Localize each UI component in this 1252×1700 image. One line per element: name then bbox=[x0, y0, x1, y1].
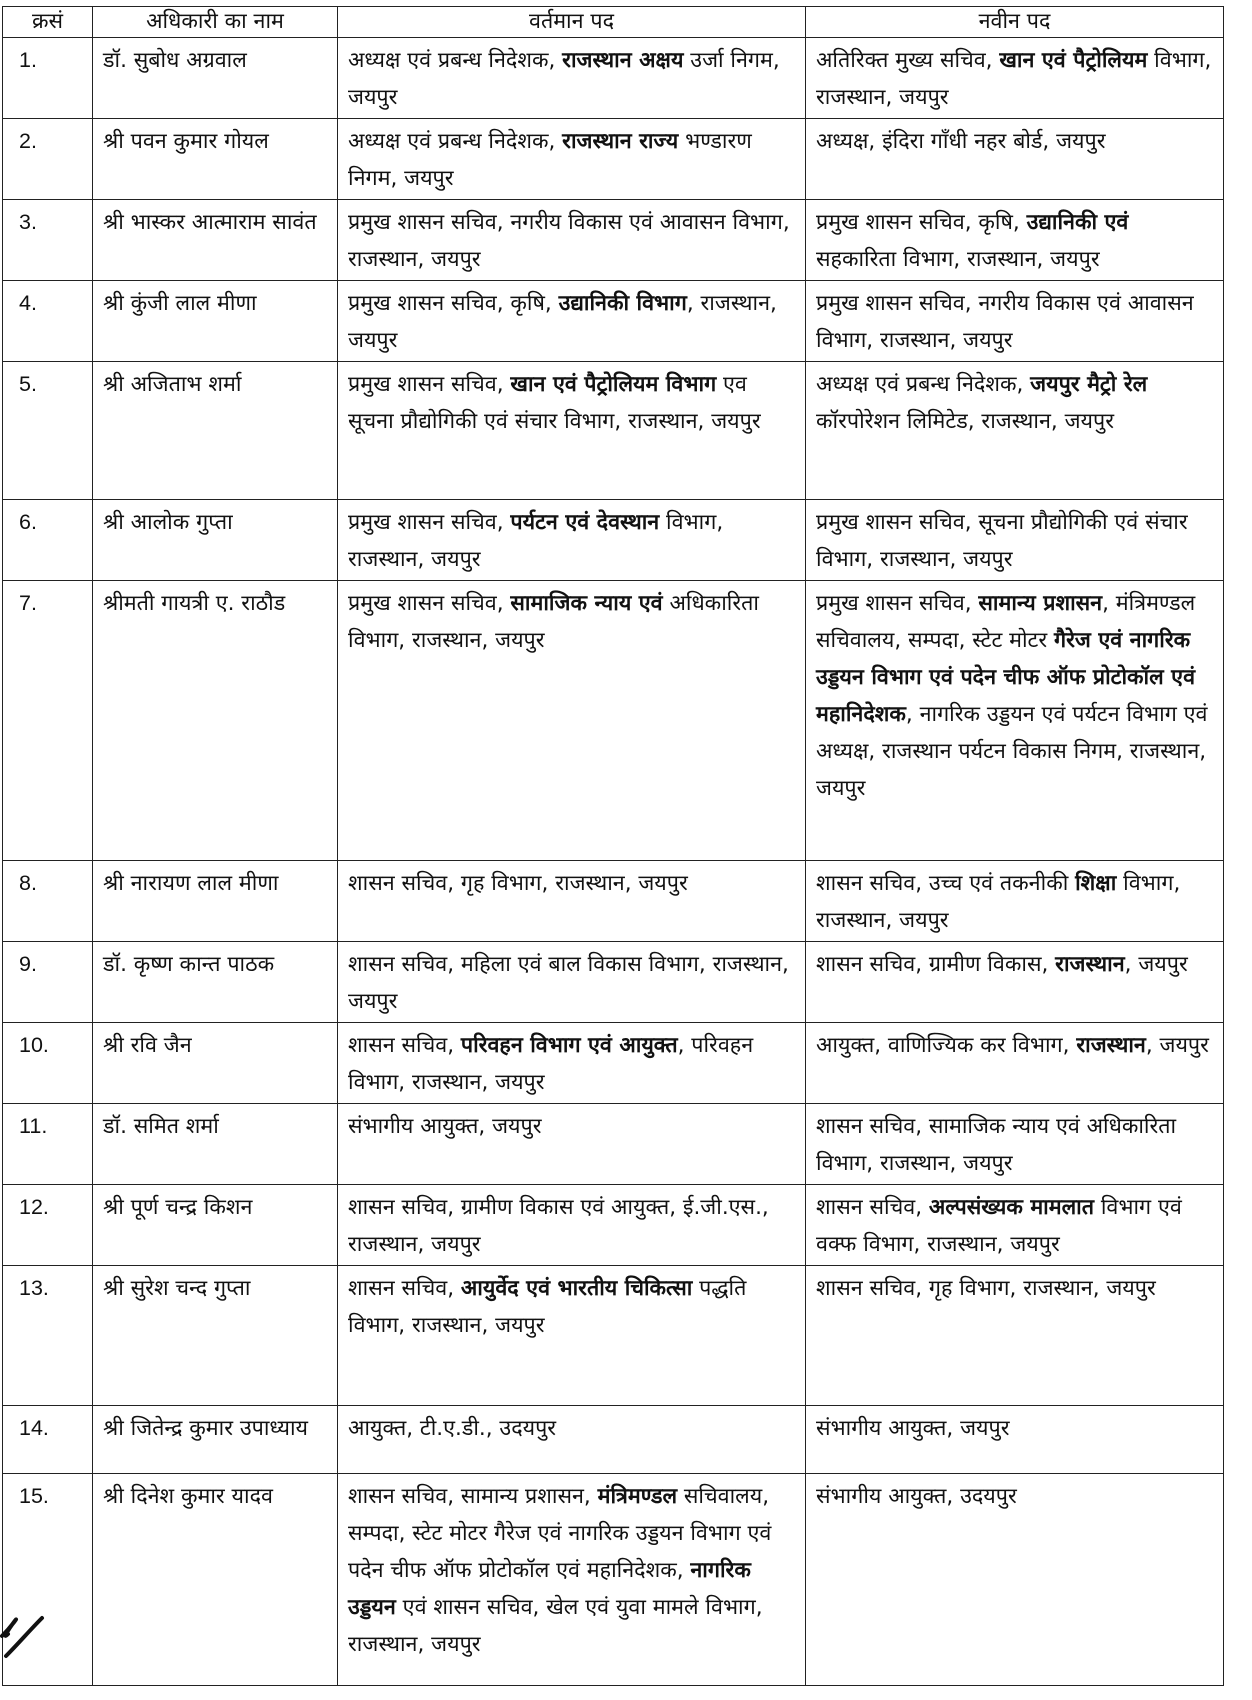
officer-name: डॉ. कृष्ण कान्त पाठक bbox=[93, 942, 338, 1023]
serial-number: 8. bbox=[3, 861, 93, 942]
text-segment: अध्यक्ष एवं प्रबन्ध निदेशक, bbox=[816, 372, 1031, 397]
text-segment: विभाग, राजस्थान, जयपुर bbox=[816, 871, 1181, 933]
officer-name: श्री आलोक गुप्ता bbox=[93, 500, 338, 581]
text-segment: अध्यक्ष एवं प्रबन्ध निदेशक, bbox=[348, 48, 563, 73]
table-row bbox=[3, 38, 1224, 119]
text-segment: सचिवालय, सम्पदा, स्टेट मोटर गैरेज एवं नागरिक उड्डयन विभाग एवं पदेन चीफ ऑफ प्रोटोकॉल एवं महानिदेशक, bbox=[348, 1484, 772, 1583]
text-segment: शासन सचिव, bbox=[816, 1195, 929, 1220]
bold-text-segment: उद्यानिकी विभाग bbox=[558, 291, 687, 316]
serial-number: 10. bbox=[3, 1023, 93, 1104]
transfer-table bbox=[2, 6, 1224, 1686]
text-segment: विभाग, राजस्थान, जयपुर bbox=[816, 48, 1212, 110]
table-row bbox=[3, 1104, 1224, 1185]
table-row bbox=[3, 119, 1224, 200]
current-post bbox=[338, 1406, 806, 1474]
text-segment: प्रमुख शासन सचिव, नगरीय विकास एवं आवासन विभाग, राजस्थान, जयपुर bbox=[816, 291, 1194, 353]
new-post bbox=[806, 1185, 1224, 1266]
officer-name: श्री पूर्ण चन्द्र किशन bbox=[93, 1185, 338, 1266]
current-post bbox=[338, 1474, 806, 1686]
text-segment: शासन सचिव, गृह विभाग, राजस्थान, जयपुर bbox=[816, 1276, 1156, 1301]
text-segment: शासन सचिव, गृह विभाग, राजस्थान, जयपुर bbox=[348, 871, 688, 896]
new-post bbox=[806, 1406, 1224, 1474]
serial-number: 3. bbox=[3, 200, 93, 281]
new-post bbox=[806, 581, 1224, 861]
serial-number: 13. bbox=[3, 1266, 93, 1406]
text-segment: विभाग एवं वक्फ विभाग, राजस्थान, जयपुर bbox=[816, 1195, 1182, 1257]
new-post bbox=[806, 942, 1224, 1023]
table-row bbox=[3, 362, 1224, 500]
new-post bbox=[806, 200, 1224, 281]
current-post bbox=[338, 1266, 806, 1406]
table-row bbox=[3, 1266, 1224, 1406]
bold-text-segment: सामान्य प्रशासन bbox=[978, 591, 1103, 616]
current-post bbox=[338, 200, 806, 281]
new-post bbox=[806, 500, 1224, 581]
bold-text-segment: खान एवं पैट्रोलियम विभाग bbox=[510, 372, 717, 397]
serial-number: 11. bbox=[3, 1104, 93, 1185]
text-segment: विभाग, राजस्थान, जयपुर bbox=[348, 510, 724, 572]
text-segment: पद्धति विभाग, राजस्थान, जयपुर bbox=[348, 1276, 747, 1338]
header-serial: क्रसं bbox=[3, 7, 93, 38]
serial-number: 6. bbox=[3, 500, 93, 581]
bold-text-segment: शिक्षा bbox=[1075, 871, 1117, 896]
bold-text-segment: नागरिक उड्डयन bbox=[348, 1558, 751, 1620]
current-post bbox=[338, 281, 806, 362]
text-segment: , जयपुर bbox=[1124, 952, 1188, 977]
text-segment: शासन सचिव, ग्रामीण विकास एवं आयुक्त, ई.जी.एस., राजस्थान, जयपुर bbox=[348, 1195, 769, 1257]
new-post bbox=[806, 281, 1224, 362]
text-segment: शासन सचिव, उच्च एवं तकनीकी bbox=[816, 871, 1076, 896]
text-segment: शासन सचिव, bbox=[348, 1276, 461, 1301]
text-segment: शासन सचिव, ग्रामीण विकास, bbox=[816, 952, 1056, 977]
new-post bbox=[806, 861, 1224, 942]
serial-number: 15. bbox=[3, 1474, 93, 1686]
new-post bbox=[806, 119, 1224, 200]
officer-name: डॉ. सुबोध अग्रवाल bbox=[93, 38, 338, 119]
bold-text-segment: उद्यानिकी एवं bbox=[1026, 210, 1129, 235]
text-segment: प्रमुख शासन सचिव, bbox=[816, 591, 979, 616]
text-segment: प्रमुख शासन सचिव, सूचना प्रौद्योगिकी एवं संचार विभाग, राजस्थान, जयपुर bbox=[816, 510, 1188, 572]
table-row bbox=[3, 200, 1224, 281]
bold-text-segment: जयपुर मैट्रो रेल bbox=[1030, 372, 1148, 397]
table-body bbox=[3, 38, 1224, 1686]
text-segment: प्रमुख शासन सचिव, bbox=[348, 591, 511, 616]
officer-name: श्री अजिताभ शर्मा bbox=[93, 362, 338, 500]
officer-name: श्री जितेन्द्र कुमार उपाध्याय bbox=[93, 1406, 338, 1474]
text-segment: एवं शासन सचिव, खेल एवं युवा मामले विभाग, राजस्थान, जयपुर bbox=[348, 1595, 763, 1657]
current-post bbox=[338, 1185, 806, 1266]
new-post bbox=[806, 1023, 1224, 1104]
serial-number: 5. bbox=[3, 362, 93, 500]
text-segment: संभागीय आयुक्त, जयपुर bbox=[816, 1416, 1010, 1441]
bold-text-segment: राजस्थान bbox=[1076, 1033, 1146, 1058]
current-post bbox=[338, 942, 806, 1023]
officer-name: श्री दिनेश कुमार यादव bbox=[93, 1474, 338, 1686]
table-row bbox=[3, 1474, 1224, 1686]
current-post bbox=[338, 1104, 806, 1185]
bold-text-segment: पर्यटन एवं देवस्थान bbox=[510, 510, 660, 535]
current-post bbox=[338, 500, 806, 581]
text-segment: उर्जा निगम, जयपुर bbox=[348, 48, 780, 110]
text-segment: , मंत्रिमण्डल सचिवालय, सम्पदा, स्टेट मोटर bbox=[816, 591, 1196, 653]
text-segment: , जयपुर bbox=[1145, 1033, 1209, 1058]
text-segment: , राजस्थान, जयपुर bbox=[348, 291, 777, 353]
table-row bbox=[3, 1185, 1224, 1266]
new-post bbox=[806, 38, 1224, 119]
bold-text-segment: राजस्थान राज्य bbox=[562, 129, 679, 154]
table-row bbox=[3, 500, 1224, 581]
new-post bbox=[806, 1474, 1224, 1686]
serial-number: 9. bbox=[3, 942, 93, 1023]
text-segment: प्रमुख शासन सचिव, कृषि, bbox=[816, 210, 1027, 235]
text-segment: , नागरिक उड्डयन एवं पर्यटन विभाग एवं अध्यक्ष, राजस्थान पर्यटन विकास निगम, राजस्थान, जयपुर bbox=[816, 702, 1208, 801]
current-post bbox=[338, 1023, 806, 1104]
text-segment: शासन सचिव, bbox=[348, 1033, 461, 1058]
officer-name: श्री कुंजी लाल मीणा bbox=[93, 281, 338, 362]
table-row bbox=[3, 581, 1224, 861]
text-segment: अतिरिक्त मुख्य सचिव, bbox=[816, 48, 1000, 73]
current-post bbox=[338, 38, 806, 119]
text-segment: प्रमुख शासन सचिव, कृषि, bbox=[348, 291, 559, 316]
bold-text-segment: सामाजिक न्याय एवं bbox=[510, 591, 663, 616]
text-segment: कॉरपोरेशन लिमिटेड, राजस्थान, जयपुर bbox=[816, 409, 1114, 434]
table-row bbox=[3, 1406, 1224, 1474]
text-segment: प्रमुख शासन सचिव, bbox=[348, 510, 511, 535]
officer-name: श्री रवि जैन bbox=[93, 1023, 338, 1104]
new-post bbox=[806, 1266, 1224, 1406]
serial-number: 4. bbox=[3, 281, 93, 362]
bold-text-segment: अल्पसंख्यक मामलात bbox=[928, 1195, 1094, 1220]
text-segment: आयुक्त, टी.ए.डी., उदयपुर bbox=[348, 1416, 557, 1441]
table-row bbox=[3, 942, 1224, 1023]
current-post bbox=[338, 861, 806, 942]
text-segment: सहकारिता विभाग, राजस्थान, जयपुर bbox=[816, 247, 1100, 272]
text-segment: प्रमुख शासन सचिव, bbox=[348, 372, 511, 397]
current-post bbox=[338, 362, 806, 500]
text-segment: अधिकारिता विभाग, राजस्थान, जयपुर bbox=[348, 591, 759, 653]
officer-name: श्री भास्कर आत्माराम सावंत bbox=[93, 200, 338, 281]
bold-text-segment: राजस्थान bbox=[1055, 952, 1125, 977]
header-officer-name: अधिकारी का नाम bbox=[93, 7, 338, 38]
table-row bbox=[3, 861, 1224, 942]
bold-text-segment: मंत्रिमण्डल bbox=[597, 1484, 678, 1509]
table-header-row bbox=[3, 7, 1224, 38]
officer-name: डॉ. समित शर्मा bbox=[93, 1104, 338, 1185]
serial-number: 1. bbox=[3, 38, 93, 119]
new-post bbox=[806, 1104, 1224, 1185]
bold-text-segment: राजस्थान अक्षय bbox=[562, 48, 684, 73]
text-segment: अध्यक्ष, इंदिरा गाँधी नहर बोर्ड, जयपुर bbox=[816, 129, 1106, 154]
new-post bbox=[806, 362, 1224, 500]
officer-name: श्रीमती गायत्री ए. राठौड bbox=[93, 581, 338, 861]
text-segment: शासन सचिव, सामान्य प्रशासन, bbox=[348, 1484, 598, 1509]
serial-number: 7. bbox=[3, 581, 93, 861]
officer-name: श्री नारायण लाल मीणा bbox=[93, 861, 338, 942]
text-segment: एव सूचना प्रौद्योगिकी एवं संचार विभाग, राजस्थान, जयपुर bbox=[348, 372, 761, 434]
current-post bbox=[338, 581, 806, 861]
officer-name: श्री सुरेश चन्द गुप्ता bbox=[93, 1266, 338, 1406]
text-segment: शासन सचिव, महिला एवं बाल विकास विभाग, राजस्थान, जयपुर bbox=[348, 952, 789, 1014]
current-post bbox=[338, 119, 806, 200]
header-new-post: नवीन पद bbox=[806, 7, 1224, 38]
serial-number: 12. bbox=[3, 1185, 93, 1266]
serial-number: 14. bbox=[3, 1406, 93, 1474]
bold-text-segment: परिवहन विभाग एवं आयुक्त bbox=[460, 1033, 678, 1058]
text-segment: , परिवहन विभाग, राजस्थान, जयपुर bbox=[348, 1033, 754, 1095]
bold-text-segment: आयुर्वेद एवं भारतीय चिकित्सा bbox=[460, 1276, 693, 1301]
header-current-post: वर्तमान पद bbox=[338, 7, 806, 38]
table-row bbox=[3, 1023, 1224, 1104]
text-segment: संभागीय आयुक्त, उदयपुर bbox=[816, 1484, 1017, 1509]
signature-mark bbox=[0, 1596, 50, 1676]
officer-name: श्री पवन कुमार गोयल bbox=[93, 119, 338, 200]
table-row bbox=[3, 281, 1224, 362]
text-segment: आयुक्त, वाणिज्यिक कर विभाग, bbox=[816, 1033, 1077, 1058]
text-segment: भण्डारण निगम, जयपुर bbox=[348, 129, 752, 191]
bold-text-segment: गैरेज एवं नागरिक उड्डयन विभाग एवं पदेन चीफ ऑफ प्रोटोकॉल एवं महानिदेशक bbox=[816, 628, 1196, 727]
text-segment: संभागीय आयुक्त, जयपुर bbox=[348, 1114, 542, 1139]
text-segment: प्रमुख शासन सचिव, नगरीय विकास एवं आवासन विभाग, राजस्थान, जयपुर bbox=[348, 210, 790, 272]
text-segment: अध्यक्ष एवं प्रबन्ध निदेशक, bbox=[348, 129, 563, 154]
text-segment: शासन सचिव, सामाजिक न्याय एवं अधिकारिता विभाग, राजस्थान, जयपुर bbox=[816, 1114, 1177, 1176]
serial-number: 2. bbox=[3, 119, 93, 200]
bold-text-segment: खान एवं पैट्रोलियम bbox=[999, 48, 1148, 73]
